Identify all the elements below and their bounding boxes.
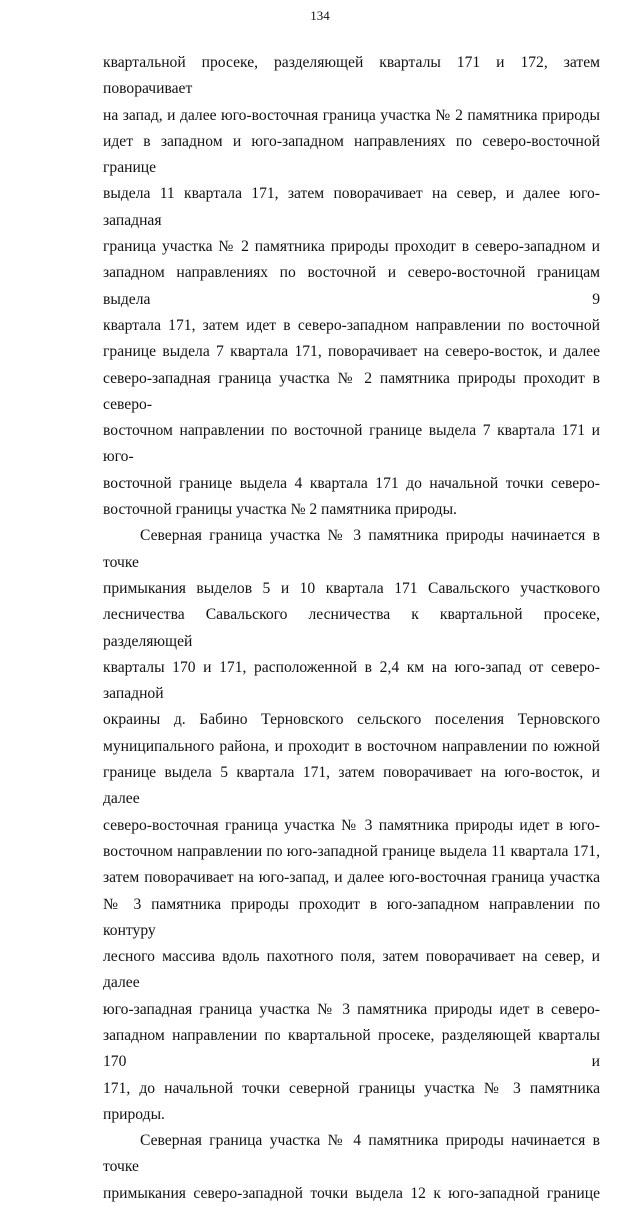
text-line: 171, до начальной точки северной границы участка № 3 памятника природы.	[103, 1079, 600, 1123]
text-line: Северная граница участка № 4 памятника природы начинается в точке	[103, 1132, 600, 1176]
text-line: на запад, и далее юго-восточная граница участка № 2 памятника природы	[103, 106, 600, 124]
paragraph-3	[103, 1128, 600, 1207]
text-line: границе выдела 5 квартала 171, затем поворачивает на юго-восток, и далее	[103, 764, 600, 808]
text-line: восточной границе выдела 4 квартала 171 до начальной точки северо-	[103, 474, 600, 492]
text-line: северо-восточная граница участка № 3 памятника природы идет в юго-	[103, 816, 600, 834]
text-line: квартальной просеке, разделяющей кварталы 171 и 172, затем поворачивает	[103, 54, 600, 98]
text-line: лесного массива вдоль пахотного поля, затем поворачивает на север, и далее	[103, 948, 600, 992]
text-line: западном направлении по квартальной просеке, разделяющей кварталы 170 и	[103, 1026, 600, 1071]
text-line: выдела 11 квартала 171, затем поворачивает на север, и далее юго-западная	[103, 185, 600, 229]
text-line: примыкания северо-западной точки выдела 12 к юго-западной границе	[103, 1184, 600, 1202]
paragraph-2	[103, 523, 600, 1128]
text-line: идет в западном и юго-западном направлениях по северо-восточной границе	[103, 132, 600, 177]
text-line: № 3 памятника природы проходит в юго-западном направлении по контуру	[103, 895, 600, 939]
text-line: восточной границы участка № 2 памятника природы.	[103, 501, 457, 519]
document-body	[103, 50, 600, 1207]
text-line: северо-западная граница участка № 2 памятника природы проходит в северо-	[103, 369, 600, 413]
text-line: примыкания выделов 5 и 10 квартала 171 Савальского участкового	[103, 579, 600, 597]
text-line: юго-западная граница участка № 3 памятника природы идет в северо-	[103, 1000, 600, 1018]
text-line: муниципального района, и проходит в восточном направлении по южной	[103, 737, 600, 755]
text-line: квартала 171, затем идет в северо-западном направлении по восточной	[103, 316, 600, 334]
text-line: восточном направлении по восточной границе выдела 7 квартала 171 и юго-	[103, 422, 600, 466]
text-line: границе выдела 7 квартала 171, поворачивает на северо-восток, и далее	[103, 343, 600, 361]
page-number: 134	[310, 8, 330, 23]
text-line: кварталы 170 и 171, расположенной в 2,4 км на юго-запад от северо-западной	[103, 658, 600, 703]
text-line: лесничества Савальского лесничества к квартальной просеке, разделяющей	[103, 606, 600, 650]
text-line: затем поворачивает на юго-запад, и далее юго-восточная граница участка	[103, 869, 600, 887]
text-line: Северная граница участка № 3 памятника природы начинается в точке	[103, 527, 600, 571]
text-line: окраины д. Бабино Терновского сельского поселения Терновского	[103, 711, 600, 729]
paragraph-1	[103, 50, 600, 523]
text-line: восточном направлении по юго-западной границе выдела 11 квартала 171,	[103, 842, 600, 860]
text-line: западном направлениях по восточной и северо-восточной границам выдела 9	[103, 264, 600, 308]
text-line: граница участка № 2 памятника природы проходит в северо-западном и	[103, 238, 600, 256]
